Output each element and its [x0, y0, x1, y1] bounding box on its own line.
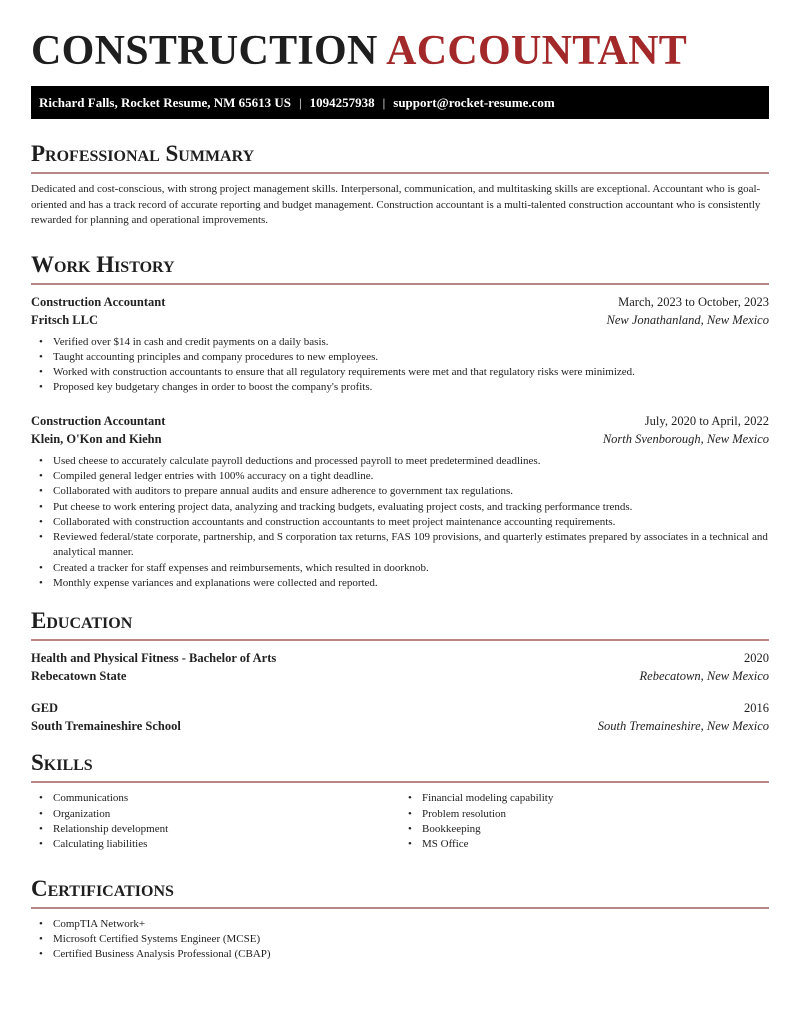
education-header [31, 699, 769, 717]
education-school: Rebecatown State [31, 669, 127, 684]
job-company: Klein, O'Kon and Kiehn [31, 431, 162, 446]
education-degree: Health and Physical Fitness - Bachelor of Arts [31, 651, 277, 666]
skills-right [400, 791, 769, 852]
list-item: • Reviewed federal/state corporate, partnership, and S corporation tax returns, FAS 109 provisions, and quarterly estimates prepared by associates in a technical and analytical manner. [31, 530, 769, 561]
skills-section [31, 749, 769, 852]
section-heading: Certifications [31, 875, 769, 909]
separator: | [382, 95, 386, 110]
list-item: • Taught accounting principles and company procedures to new employees. [31, 350, 769, 365]
list-item: • Compiled general ledger entries with 100% accuracy on a tight deadline. [31, 469, 769, 484]
certifications-list [31, 917, 769, 963]
skill-item: • Bookkeeping [400, 822, 769, 837]
certifications-section [31, 875, 769, 963]
resume [31, 28, 769, 962]
skill-item: • Calculating liabilities [31, 837, 400, 852]
skill-item: • Organization [31, 807, 400, 822]
title-first: CONSTRUCTION [31, 28, 378, 74]
title-accent: ACCOUNTANT [386, 28, 688, 74]
job-header [31, 293, 769, 311]
certification-item: • Certified Business Analysis Professional (CBAP) [31, 947, 769, 962]
resume-title [31, 28, 769, 74]
summary-text: Dedicated and cost-conscious, with strong project management skills. Interpersonal, communication, and multitasking skills are exceptional. Accountant who is goal-oriented and has a track record of accurate reporting and budget management. Construction accountant is a multi-talented construction accountant who is consistently rewarded for planning and operational improvements. [31, 183, 761, 226]
section-heading: Education [31, 607, 769, 641]
job-title: Construction Accountant [31, 413, 166, 428]
section-heading: Professional Summary [31, 140, 769, 174]
list-item: • Monthly expense variances and explanations were collected and reported. [31, 576, 769, 591]
contact-phone: 1094257938 [309, 95, 375, 110]
education-year: 2016 [744, 701, 769, 716]
education-year: 2020 [744, 651, 769, 666]
job-dates: March, 2023 to October, 2023 [618, 294, 769, 309]
contact-address: Richard Falls, Rocket Resume, NM 65613 US [39, 95, 292, 110]
job-entry [31, 412, 769, 592]
list-item: • Collaborated with auditors to prepare annual audits and ensure adherence to government tax regulations. [31, 484, 769, 499]
education-entry [31, 649, 769, 685]
summary-section [31, 140, 769, 229]
skill-item: • MS Office [400, 837, 769, 852]
education-subheader [31, 717, 769, 735]
skill-item: • Relationship development [31, 822, 400, 837]
skill-item: • Communications [31, 791, 400, 806]
job-title: Construction Accountant [31, 294, 166, 309]
section-heading: Skills [31, 749, 769, 783]
skills-left [31, 791, 400, 852]
job-location: North Svenborough, New Mexico [602, 431, 769, 446]
work-history-section [31, 251, 769, 592]
list-item: • Worked with construction accountants to ensure that all regulatory requirements were met and that regulatory risks were minimized. [31, 365, 769, 380]
education-school: South Tremaineshire School [31, 719, 181, 734]
list-item: • Collaborated with construction accountants and construction accountants to meet project maintenance accounting requirements. [31, 515, 769, 530]
job-header [31, 412, 769, 430]
job-company: Fritsch LLC [31, 312, 99, 327]
education-degree: GED [31, 701, 59, 716]
job-subheader [31, 311, 769, 329]
job-location: New Jonathanland, New Mexico [606, 312, 769, 327]
skill-item: • Problem resolution [400, 807, 769, 822]
contact-bar [31, 86, 769, 119]
education-section [31, 607, 769, 735]
section-heading: Work History [31, 251, 769, 285]
job-bullets [31, 335, 769, 396]
skill-item: • Financial modeling capability [400, 791, 769, 806]
job-subheader [31, 430, 769, 448]
education-entry [31, 699, 769, 735]
list-item: • Proposed key budgetary changes in order to boost the company's profits. [31, 380, 769, 395]
job-bullets [31, 454, 769, 592]
job-entry [31, 293, 769, 396]
certification-item: • CompTIA Network+ [31, 917, 769, 932]
education-header [31, 649, 769, 667]
education-subheader [31, 667, 769, 685]
contact-email: support@rocket-resume.com [393, 95, 555, 110]
list-item: • Used cheese to accurately calculate payroll deductions and processed payroll to meet predetermined deadlines. [31, 454, 769, 469]
job-dates: July, 2020 to April, 2022 [644, 413, 769, 428]
list-item: • Put cheese to work entering project data, analyzing and tracking budgets, evaluating project costs, and tracking performance trends. [31, 500, 769, 515]
certification-item: • Microsoft Certified Systems Engineer (MCSE) [31, 932, 769, 947]
list-item: • Verified over $14 in cash and credit payments on a daily basis. [31, 335, 769, 350]
separator: | [299, 95, 302, 110]
list-item: • Created a tracker for staff expenses and reimbursements, which resulted in doorknob. [31, 561, 769, 576]
education-location: Rebecatown, New Mexico [639, 669, 769, 684]
education-location: South Tremaineshire, New Mexico [597, 719, 769, 734]
